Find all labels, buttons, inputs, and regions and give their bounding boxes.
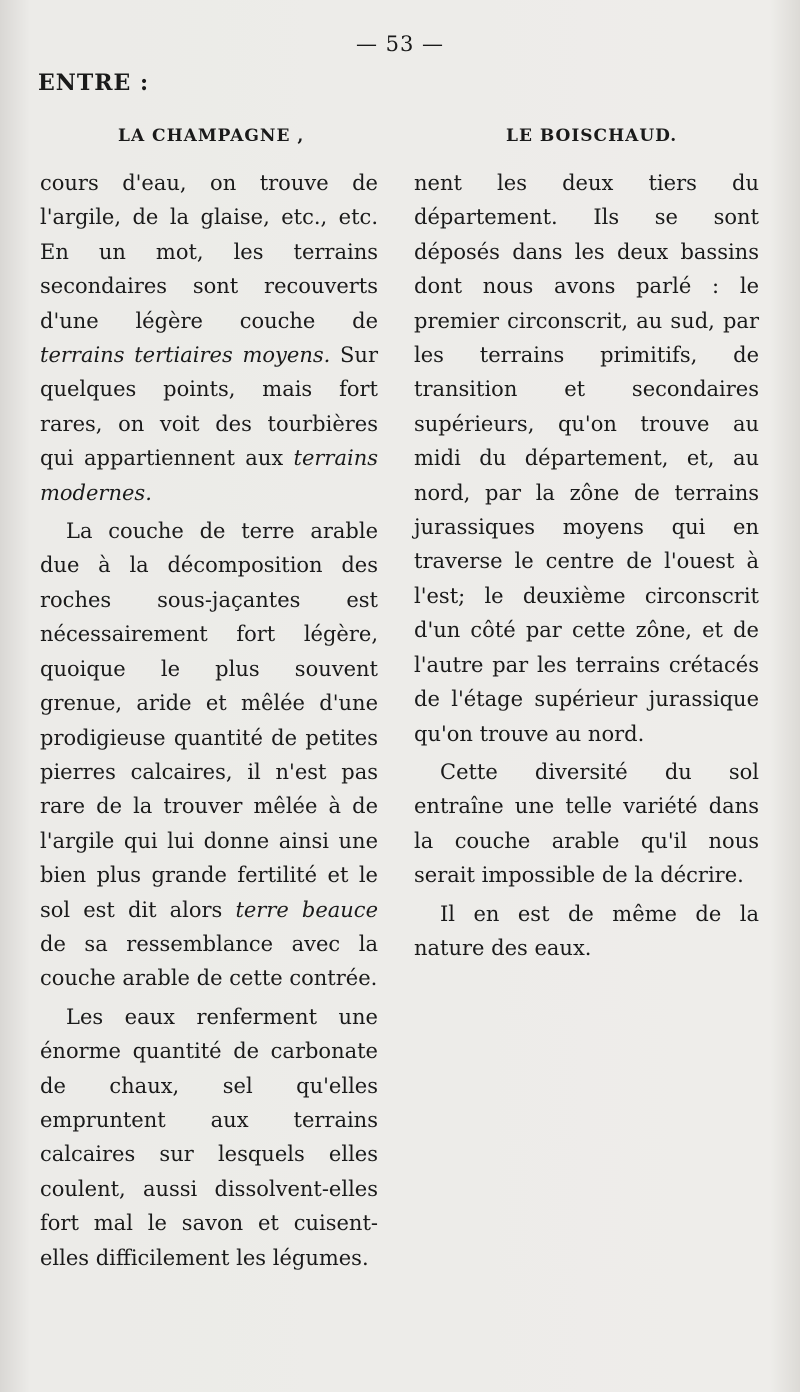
italic-term: terrains modernes. [40,446,378,505]
section-heading: ENTRE : [38,70,150,96]
italic-term: terre beauce [235,897,379,922]
text-run: Sur quelques points, mais fort rares, on voit des tourbières qui appartiennent aux [40,343,378,471]
paragraph: Les eaux renferment une énorme quantité de carbonate de chaux, sel qu'elles empruntent aux terrains calcaires sur lesquels elles coulent, aussi dissolvent-elles fort mal le savon et cuisent-elles difficilement les légumes. [40,1004,378,1270]
column-header-right: LE BOISCHAUD. [506,126,678,146]
italic-term: terrains tertiaires moyens. [40,343,331,368]
paragraph: Il en est de même de la nature des eaux. [414,901,759,960]
left-column [40,166,378,1275]
text-run: La couche de terre arable due à la décomposition des roches sous-jaçantes est nécessairement fort légère, quoique le plus souvent grenue, aride et mêlée d'une prodigieuse quantité de petites pierres calcaires, il n'est pas rare de la trouver mêlée à de l'argile qui lui donne ainsi une bien plus grande fertilité et le sol est dit alors [40,519,378,922]
text-run: cours d'eau, on trouve de l'argile, de la glaise, etc., etc. En un mot, les terrains secondaires sont recouverts d'une légère couche de [40,171,378,333]
paragraph [40,166,378,510]
paragraph: nent les deux tiers du département. Ils se sont déposés dans les deux bassins dont nous avons parlé : le premier circonscrit, au sud, par les terrains primitifs, de transition et secondaires supérieurs, qu'on trouve au midi du département, et, au nord, par la zône de terrains jurassiques moyens qui en traverse le centre de l'ouest à l'est; le deuxième circonscrit d'un côté par cette zône, et de l'autre par les terrains crétacés de l'étage supérieur jurassique qu'on trouve au nord. [414,171,759,746]
paragraph [40,514,378,996]
paragraph: Cette diversité du sol entraîne une telle variété dans la couche arable qu'il nous serait impossible de la décrire. [414,759,759,888]
page-number: — 53 — [355,32,445,56]
text-run: de sa ressemblance avec la couche arable de cette contrée. [40,931,378,991]
right-column [414,166,759,965]
column-header-left: LA CHAMPAGNE , [118,126,305,146]
